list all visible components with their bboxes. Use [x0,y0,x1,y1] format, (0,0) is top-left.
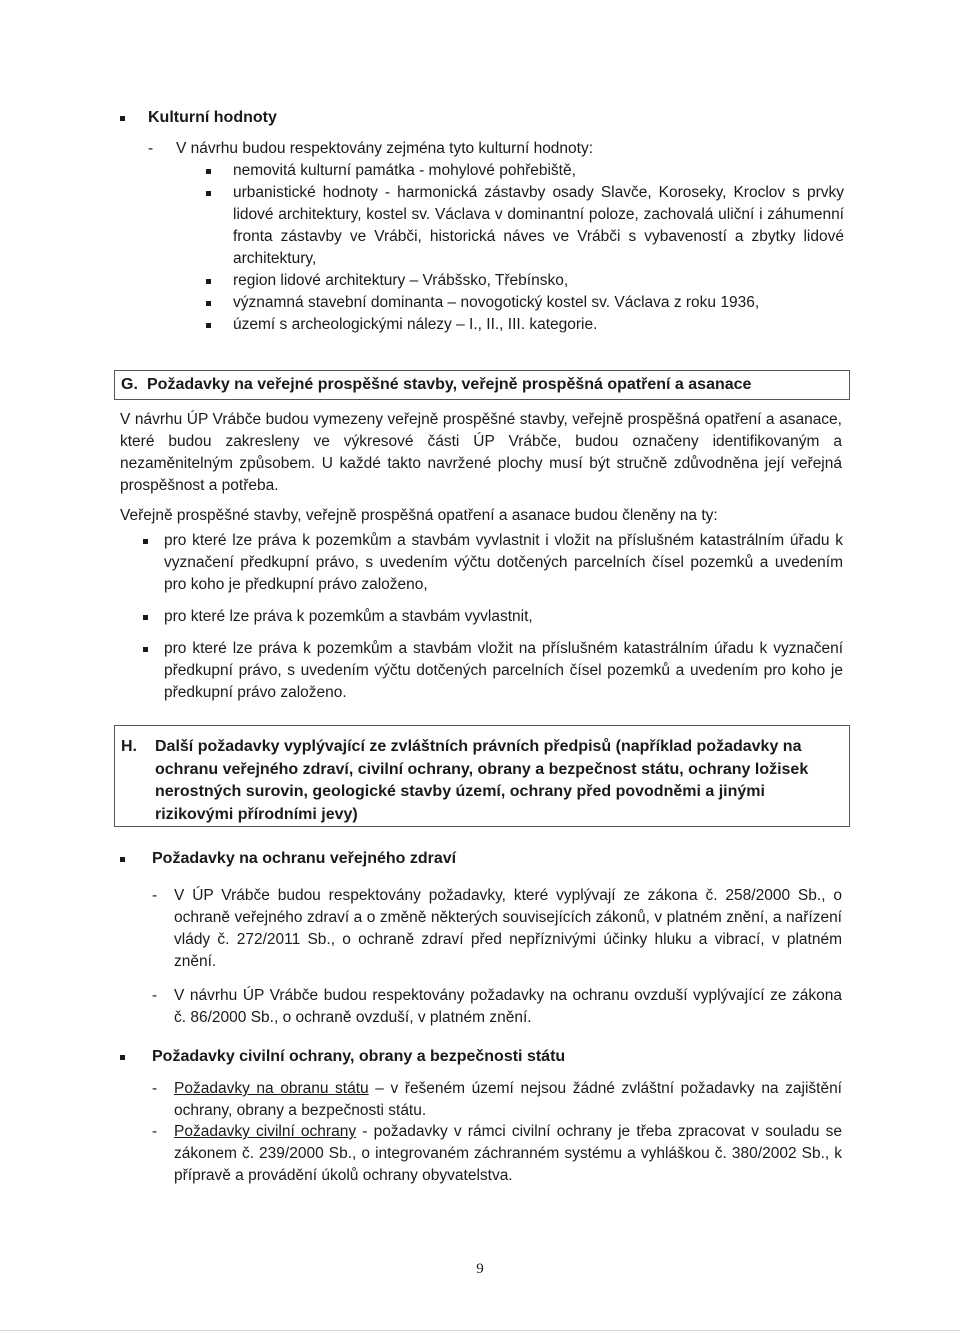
section-g-paragraph-1: V návrhu ÚP Vrábče budou vymezeny veřejně prospěšné stavby, veřejně prospěšná opatření a asanace, které budou zakresleny ve výkresové části ÚP Vrábče, budou označeny identifikovaným a nezaměnitelným způsobem. U každé takto navržené plochy musí být stručně zdůvodněna její veřejná prospěšnost a potřeba. [120,411,842,494]
zdravi-item-2: - V návrhu ÚP Vrábče budou respektovány požadavky na ochranu ovzduší vyplývající ze zákona č. 86/2000 Sb., o ochraně ovzduší, v platném znění. [152,987,842,1026]
obrana-label: Požadavky na obranu státu [174,1080,369,1097]
kulturni-intro: V návrhu budou respektovány zejména tyto kulturní hodnoty: [176,140,594,157]
scan-edge-divider [0,1330,960,1331]
list-item: region lidové architektury – Vrábšsko, Třebínsko, [204,270,844,292]
section-h-heading [114,725,850,827]
section-g-list [143,530,843,704]
section-g-title: Požadavky na veřejné prospěšné stavby, veřejně prospěšná opatření a asanace [147,376,752,393]
bullet-icon [120,1055,125,1060]
civilni-item-2: - Požadavky civilní ochrany - požadavky v rámci civilní ochrany je třeba zpracovat v souladu se zákonem č. 239/2000 Sb., o integrovaném záchranném systému a vyhláškou č. 380/2002 Sb., k přípravě a provádění úkolů ochrany obyvatelstva. [152,1123,842,1184]
list-item: nemovitá kulturní památka - mohylové pohřebiště, [204,160,844,182]
subsection-heading-civilni: Požadavky civilní ochrany, obrany a bezpečnosti státu [120,1046,565,1068]
bullet-icon [120,116,125,121]
list-item: území s archeologickými nálezy – I., II., III. kategorie. [204,314,844,336]
dash-marker: - [148,140,154,157]
bullet-icon [143,539,148,544]
civilni-item-1: - Požadavky na obranu státu – v řešeném území nejsou žádné zvláštní požadavky na zajištění ochrany, obrany a bezpečnosti státu. [152,1080,842,1119]
bullet-icon [206,169,211,174]
section-g-heading [114,370,850,400]
section-g-letter: G. [121,376,138,393]
page-number: 9 [476,1261,484,1277]
section-heading-kulturni-hodnoty: Kulturní hodnoty [120,107,277,129]
subsection-heading-zdravi: Požadavky na ochranu veřejného zdraví [120,848,456,870]
civilni-ochrana-label: Požadavky civilní ochrany [174,1123,357,1140]
bullet-icon [206,301,211,306]
bullet-icon [206,323,211,328]
list-item: pro které lze práva k pozemkům a stavbám vyvlastnit i vložit na příslušném katastrálním úřadu k vyznačení předkupní právo, s uvedením výčtu dotčených parcelních čísel pozemků a uvedením pro koho je předkupní právo založeno, [143,530,843,596]
bullet-icon [143,615,148,620]
dash-marker: - [152,887,158,904]
section-h-letter: H. [121,738,137,755]
bullet-icon [206,279,211,284]
dash-marker: - [152,1080,158,1097]
bullet-icon [120,857,125,862]
dash-marker: - [152,987,158,1004]
dash-marker: - [152,1123,158,1140]
kulturni-intro-row [148,138,838,160]
section-h-title: Další požadavky vyplývající ze zvláštních právních předpisů (například požadavky na ochranu veřejného zdraví, civilní ochrany, obrany a bezpečnost státu, ochrany ložisek nerostných surovin, geologické stavby území, ochrany před povodněmi a jinými rizikovými přírodními jevy) [155,738,809,823]
list-item: významná stavební dominanta – novogotický kostel sv. Václava z roku 1936, [204,292,844,314]
section-g-paragraph-2: Veřejně prospěšné stavby, veřejně prospěšná opatření a asanace budou členěny na ty: [120,507,718,524]
list-item: pro které lze práva k pozemkům a stavbám vložit na příslušném katastrálním úřadu k vyznačení předkupní právo, s uvedením výčtu dotčených parcelních čísel pozemků a uvedením pro koho je předkupní právo založeno. [143,638,843,704]
bullet-icon [143,647,148,652]
zdravi-item-1: - V ÚP Vrábče budou respektovány požadavky, které vyplývají ze zákona č. 258/2000 Sb., o ochraně veřejného zdraví a o změně některých souvisejících zákonů, v platném znění, a nařízení vlády č. 272/2011 Sb., o ochraně zdraví před nepříznivými účinky hluku a vibrací, v platném znění. [152,887,842,970]
list-item: urbanistické hodnoty - harmonická zástavby osady Slavče, Koroseky, Kroclov s prvky lidové architektury, kostel sv. Václava v dominantní poloze, zachovalá uliční i záhumenní fronta zástavby ve Vrábči, historická náves ve Vrábči s vybaveností a zbytky lidové architektury, [204,182,844,270]
kulturni-hodnoty-list [204,160,844,336]
list-item: pro které lze práva k pozemkům a stavbám vyvlastnit, [143,606,843,628]
bullet-icon [206,191,211,196]
